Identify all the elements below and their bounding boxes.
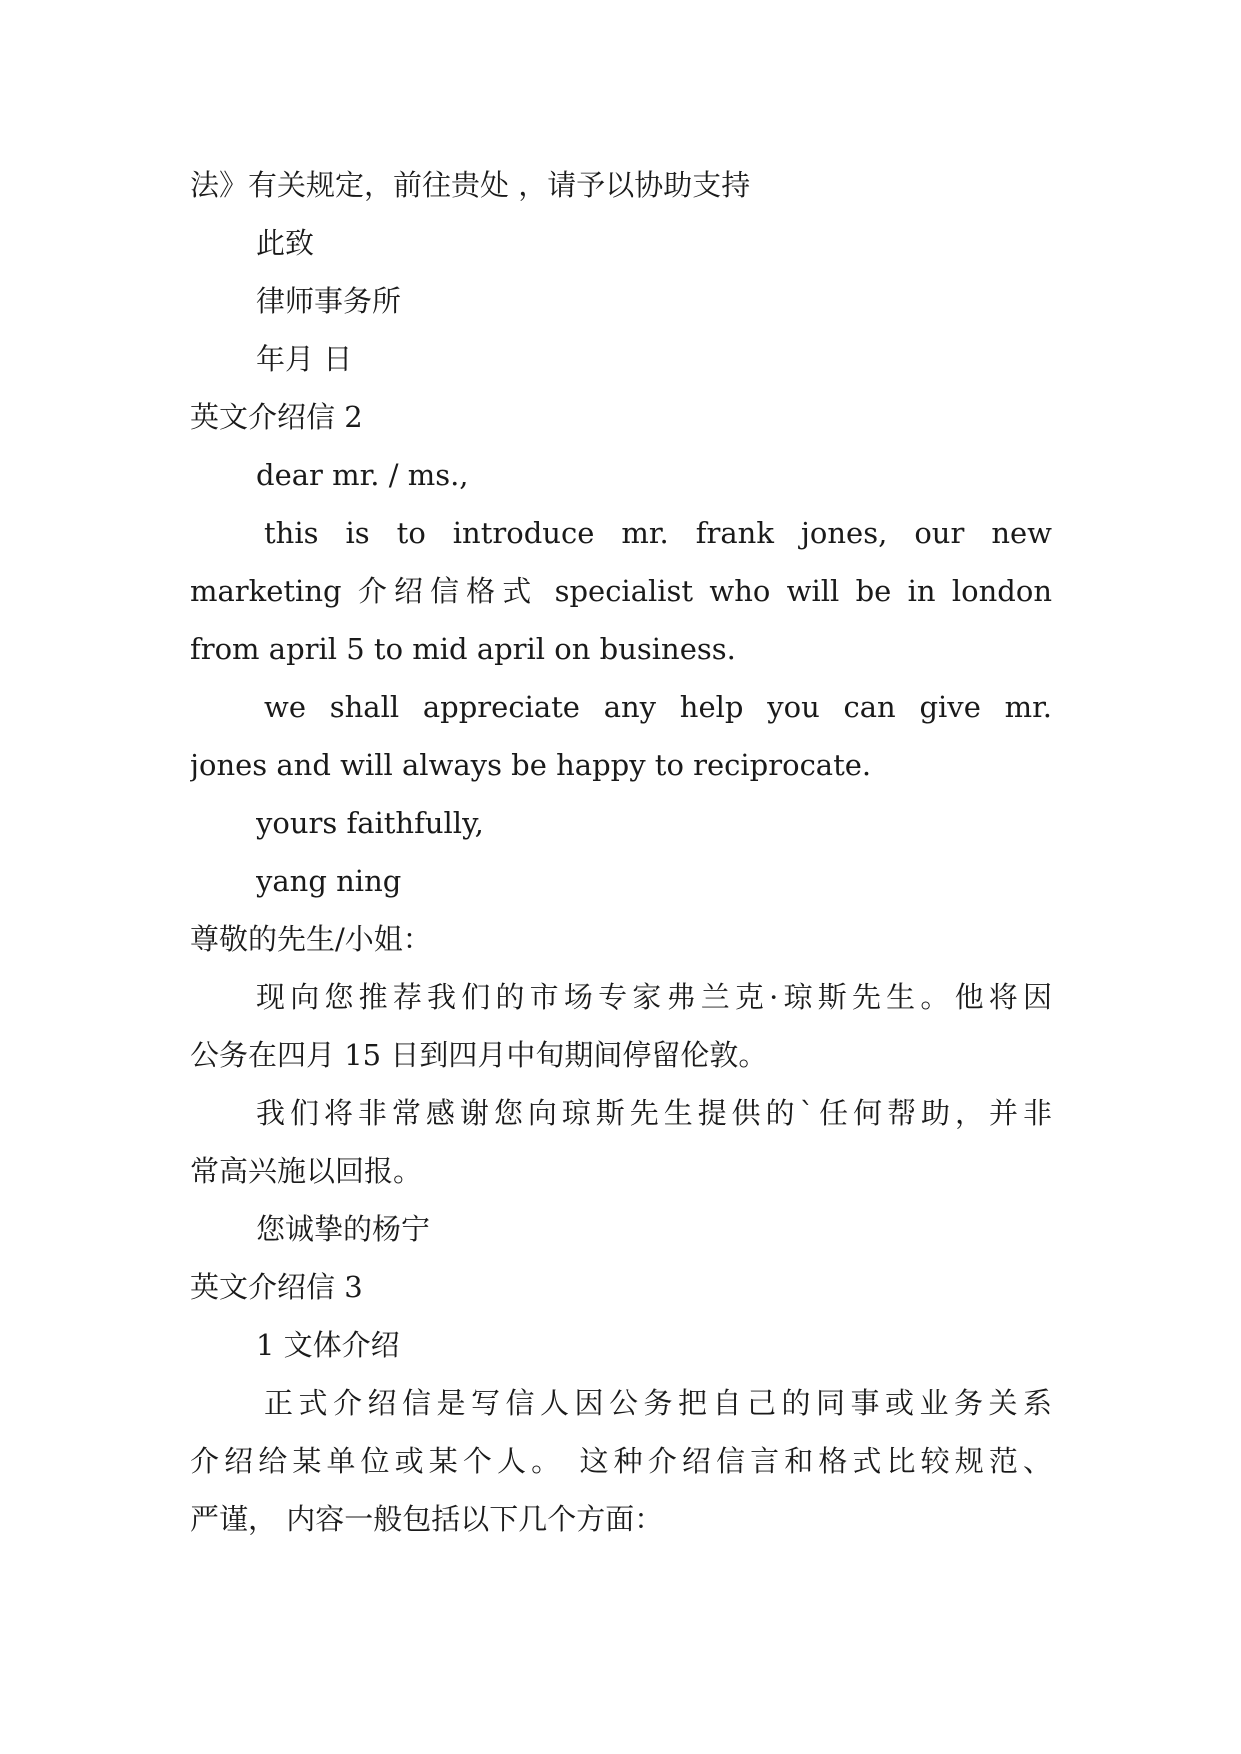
translation-body-line: 常高兴施以回报。 — [190, 1154, 423, 1188]
body-paragraph-line: 正式介绍信是写信人因公务把自己的同事或业务关系 — [264, 1386, 1052, 1420]
translation-greeting: 尊敬的先生/小姐： — [190, 922, 432, 956]
salutation-closing: 此致 — [256, 226, 315, 260]
text-line: 法》有关规定，前往贵处 ，请予以协助支持 — [190, 168, 751, 202]
letter-body-line: marketing 介绍信格式 specialist who will be in london — [190, 574, 1052, 608]
signature-org: 律师事务所 — [256, 284, 402, 318]
translation-signature: 您诚挚的杨宁 — [256, 1212, 431, 1246]
translation-body-line: 公务在四月 15 日到四月中旬期间停留伦敦。 — [190, 1038, 768, 1072]
letter-body-line: jones and will always be happy to reciprocate. — [190, 748, 872, 782]
letter-greeting: dear mr. / ms., — [256, 458, 469, 492]
section-heading: 英文介绍信 2 — [190, 400, 363, 434]
translation-body-line: 现向您推荐我们的市场专家弗兰克·琼斯先生。他将因 — [256, 980, 1052, 1014]
body-paragraph-line: 严谨， 内容一般包括以下几个方面： — [190, 1502, 664, 1536]
section-heading: 英文介绍信 3 — [190, 1270, 363, 1304]
subsection-heading: 1 文体介绍 — [256, 1328, 400, 1362]
letter-body-line: from april 5 to mid april on business. — [190, 632, 736, 666]
letter-closing: yours faithfully, — [256, 806, 484, 840]
date-line: 年月 日 — [256, 342, 353, 376]
letter-signature: yang ning — [256, 864, 402, 898]
translation-body-line: 我们将非常感谢您向琼斯先生提供的`任何帮助，并非 — [256, 1096, 1052, 1130]
letter-body-line: this is to introduce mr. frank jones, our new — [264, 516, 1052, 550]
letter-body-line: we shall appreciate any help you can give mr. — [264, 690, 1052, 724]
body-paragraph-line: 介绍给某单位或某个人。 这种介绍信言和格式比较规范、 — [190, 1444, 1052, 1478]
